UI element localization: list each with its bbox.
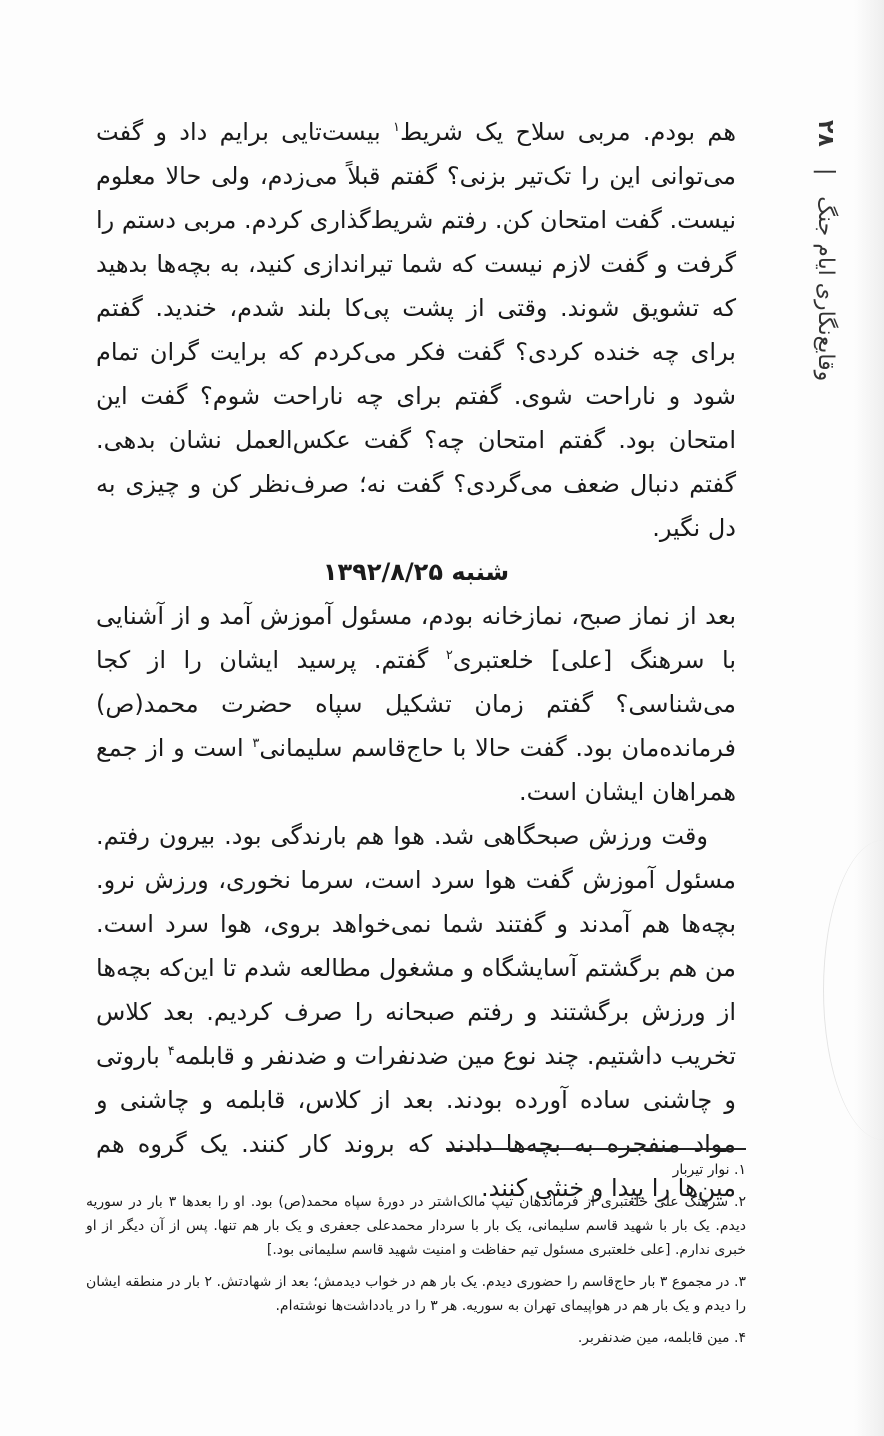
running-head-title: وقایع‌نگاری ایام جنگ (813, 196, 838, 382)
footnote-ref-1: ۱ (393, 120, 401, 135)
date-heading: شنبه ۱۳۹۲/۸/۲۵ (322, 558, 510, 586)
main-text (96, 110, 736, 1210)
paragraph-2-text-b: گفتم. پرسید ایشان را از کجا می‌شناسی؟ گفتم زمان تشکیل سپاه حضرت محمد(ص) فرمانده‌مان بود. گفت حالا با حاج‌قاسم سلیمانی (96, 646, 736, 762)
footnote-2: ۲. سرهنگ علی خلعتبری از فرماندهان تیپ مالک‌اشتر در دورهٔ سپاه محمد(ص) بود. او را بعدها ۳ بار در سوریه دیدم. یک بار با شهید قاسم سلیمانی، یک بار با سردار محمدعلی جعفری و یک بار هم تنها. پس از آن دیگر از او خبری ندارم. [علی خلعتبری مسئول تیم حفاظت و امنیت شهید قاسم سلیمانی بود.] (86, 1194, 746, 1258)
footnote-ref-3: ۳ (252, 736, 260, 751)
paragraph-1-text-a: هم بودم. مربی سلاح یک شریط (400, 118, 737, 146)
page-curl (823, 840, 884, 1140)
paragraph-3-text-b: باروتی و چاشنی ساده آورده بودند. بعد از کلاس، قابلمه و چاشنی و مواد منفجره به بچه‌ها دادند که بروند کار کنند. یک گروه هم مین‌ها را پیدا و خنثی کنند. (96, 1042, 736, 1202)
running-head-separator: | (813, 167, 838, 176)
running-head (814, 120, 836, 381)
paragraph-2-text-a: بعد از نماز صبح، نمازخانه بودم، مسئول آموزش آمد و از آشنایی با سرهنگ [علی] خلعتبری (96, 602, 736, 674)
paragraph-1-text-b: بیست‌تایی برایم داد و گفت می‌توانی این را تک‌تیر بزنی؟ گفتم قبلاً می‌زدم، ولی حالا معلوم نیست. گفت امتحان کن. رفتم شریط‌گذاری کردم. مربی دستم را گرفت و گفت لازم نیست که شما تیراندازی کنید، به بچه‌ها بدهید که تشویق شوند. وقتی از پشت پی‌کا بلند شدم، خندید. گفتم برای چه خنده کردی؟ گفت فکر می‌کردم که برایت گران تمام شود و ناراحت شوی. گفتم برای چه ناراحت شوم؟ گفت این امتحان بود. گفتم امتحان چه؟ گفت عکس‌العمل نشان بدهی. گفتم دنبال ضعف می‌گردی؟ گفت نه؛ صرف‌نظر کن و چیزی به دل نگیر. (96, 118, 736, 542)
footnote-1: ۱. نوار تیربار (672, 1162, 746, 1178)
paragraph-3 (96, 814, 736, 1210)
footnote-3: ۳. در مجموع ۳ بار حاج‌قاسم را حضوری دیدم. یک بار هم در خواب دیدمش؛ بعد از شهادتش. ۲ بار در منطقه ایشان را دیدم و یک بار هم در هواپیمای تهران به سوریه. هر ۳ را در یادداشت‌ها نوشته‌ام. (86, 1274, 746, 1314)
paragraph-2-text-c: است و از جمع همراهان ایشان است. (96, 734, 736, 806)
paragraph-3-text-a: وقت ورزش صبحگاهی شد. هوا هم بارندگی بود. بیرون رفتم. مسئول آموزش گفت هوا سرد است، سرما نخوری، ورزش نرو. بچه‌ها هم آمدند و گفتند شما نمی‌خواهد بروی، هوا سرد است. من هم برگشتم آسایشگاه و مشغول مطالعه شدم تا این‌که بچه‌ها از ورزش برگشتند و رفتم صبحانه را صرف کردیم. بعد کلاس تخریب داشتیم. چند نوع مین ضدنفرات و ضدنفر و قابلمه (96, 822, 737, 1070)
page-edge-shadow (854, 0, 884, 1436)
footnote-ref-4: ۴ (167, 1044, 175, 1059)
footnote-4: ۴. مین قابلمه، مین ضدنفربر. (577, 1330, 746, 1346)
footnote-rule (446, 1148, 746, 1150)
footnote-list (86, 1158, 746, 1358)
paragraph-2 (96, 594, 736, 814)
footnote-ref-2: ۲ (445, 648, 453, 663)
page-number: ۲۸ (813, 120, 838, 147)
paragraph-1 (96, 110, 736, 550)
